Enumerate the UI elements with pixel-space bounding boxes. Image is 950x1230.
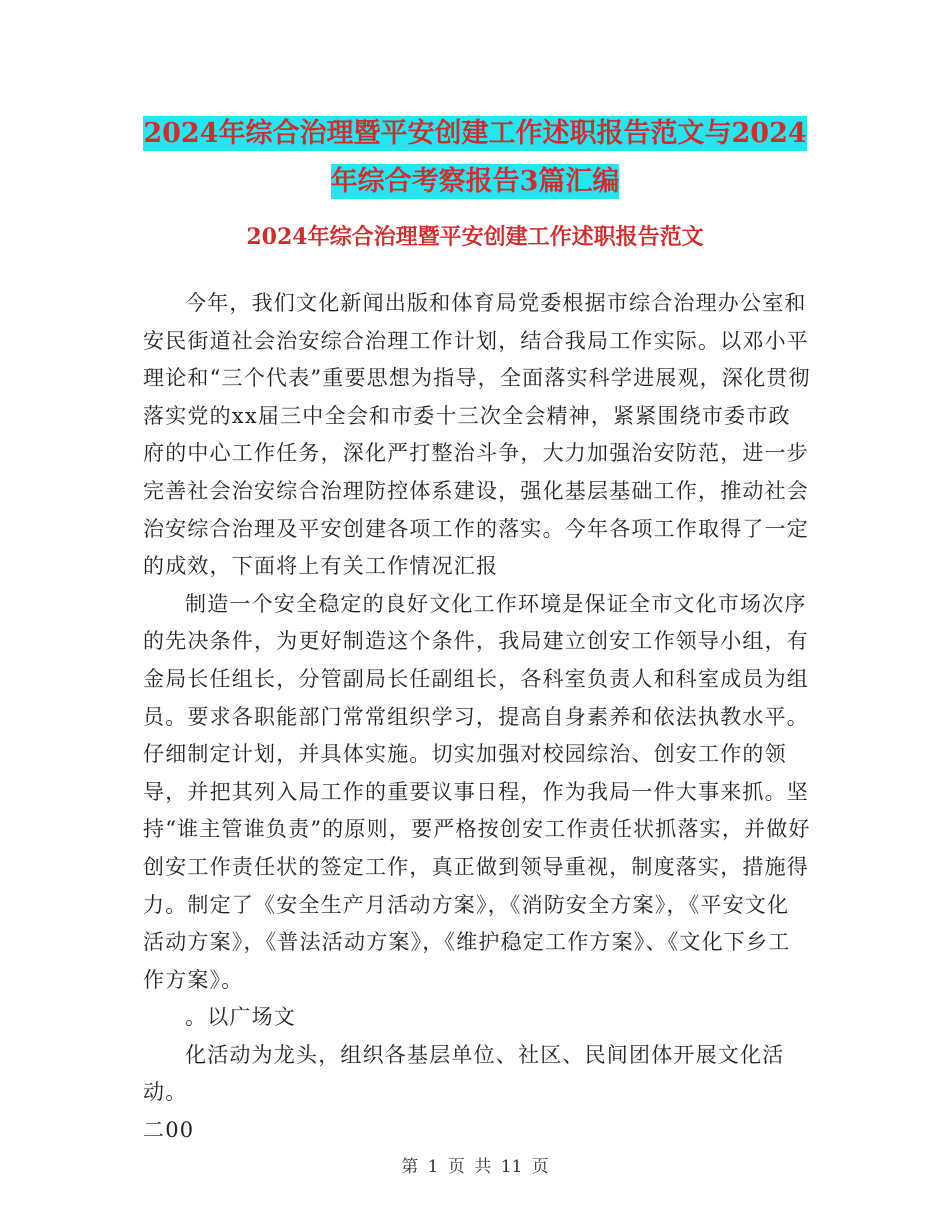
body-trailing-line: 二00 bbox=[143, 1118, 195, 1143]
document-title-line-1: 2024年综合治理暨平安创建工作述职报告范文与2024 bbox=[143, 118, 807, 149]
body-paragraph-3: 。以广场文 bbox=[185, 1005, 296, 1030]
body-paragraph-1: 今年，我们文化新闻出版和体育局党委根据市综合治理办公室和安民街道社会治安综合治理工作计划，结合我局工作实际。以邓小平理论和“三个代表”重要思想为指导，全面落实科学进展观，深化贯彻落实党的xx届三中全会和市委十三次全会精神，紧紧围绕市委市政府的中心工作任务，深化严打整治斗争，大力加强治安防范，进一步完善社会治安综合治理防控体系建设，强化基层基础工作，推动社会治安综合治理及平安创建各项工作的落实。今年各项工作取得了一定的成效，下面将上有关工作情况汇报 bbox=[143, 291, 811, 579]
section-title: 2024年综合治理暨平安创建工作述职报告范文 bbox=[246, 224, 704, 250]
document-title-line-2: 年综合考察报告3篇汇编 bbox=[330, 166, 620, 197]
document-title bbox=[140, 110, 810, 206]
body-paragraph-4: 化活动为龙头，组织各基层单位、社区、民间团体开展文化活动。 bbox=[143, 1042, 785, 1105]
page-footer: 第 1 页 共 11 页 bbox=[401, 1157, 549, 1177]
document-body bbox=[143, 285, 811, 1150]
body-paragraph-2: 制造一个安全稳定的良好文化工作环境是保证全市文化市场次序的先决条件，为更好制造这个条件，我局建立创安工作领导小组，有金局长任组长，分管副局长任副组长，各科室负责人和科室成员为组员。要求各职能部门常常组织学习，提高自身素养和依法执教水平。仔细制定计划，并具体实施。切实加强对校园综治、创安工作的领导，并把其列入局工作的重要议事日程，作为我局一件大事来抓。坚持“谁主管谁负责”的原则，要严格按创安工作责任状抓落实，并做好创安工作责任状的签定工作，真正做到领导重视，制度落实，措施得力。制定了《安全生产月活动方案》，《消防安全方案》，《平安文化活动方案》，《普法活动方案》，《维护稳定工作方案》、《文化下乡工作方案》。 bbox=[143, 591, 811, 992]
